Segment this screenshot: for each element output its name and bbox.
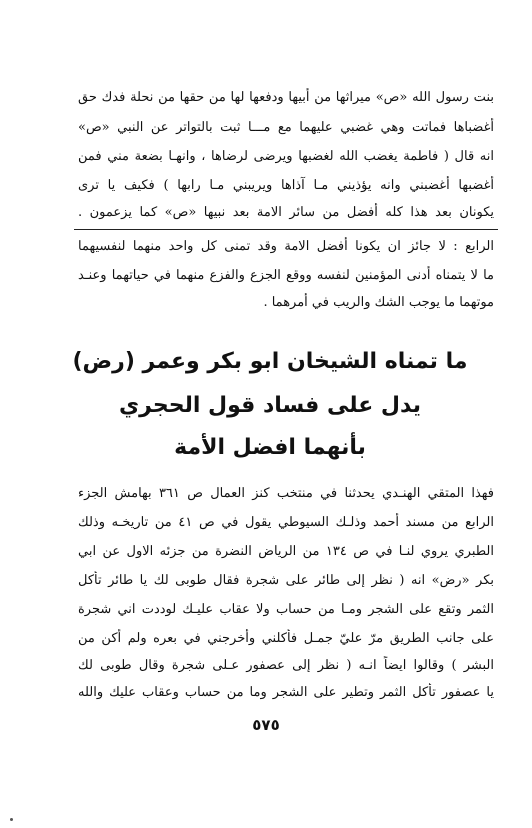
chapter-heading-line-1: ما تمناه الشيخان ابو بكر وعمر (رض) (72, 349, 468, 374)
body-text-line: الثمر وتقع على الشجر ومـا من حساب ولا عقاب عليـك لوددت اني شجرة (78, 602, 494, 617)
body-text-line: البشر ) وقالوا ايضاً انـه ( نظر إلى عصفور عـلى شجرة وقال طوبى لك (78, 658, 494, 673)
body-text-line: انه قال ( فاطمة يغضب الله لغضبها ويرضى لرضاها ، وانهـا بضعة مني فمن (78, 149, 494, 164)
body-text-line: بكر «رض» انه ( نظر إلى طائر على شجرة فقال طوبى لك يا طائر تأكل (78, 573, 494, 588)
body-text-line: أغضباها فماتت وهي غضبي عليهما مع مـــا ثبت بالتواتر عن النبي «ص» (78, 120, 494, 135)
body-text-line: الرابع : لا جائز ان يكونا أفضل الامة وقد تمنى كل واحد منهما لنفسيهما (78, 239, 494, 254)
body-text-line: أغضبها أغضبني وانه يؤذيني مـا آذاها ويريبني مـا رابها ) فكيف يا ترى (78, 178, 494, 193)
body-text-line: الرابع من مسند أحمد وذلـك السيوطي يقول في ص ٤١ من تاريخـه وذلك (78, 515, 494, 530)
body-text-line: الطبري يروي لنـا في ص ١٣٤ من الرياض النضرة من جزئه الاول عن ابي (78, 544, 494, 559)
section-divider (74, 229, 498, 230)
body-text-line: يكونان بعد هذا كله أفضل من سائر الامة بعد نبيها «ص» كما يزعمون . (78, 205, 494, 220)
page-number: ٥٧٥ (252, 716, 280, 734)
body-text-line: موتهما ما يوجب الشك والريب في أمرهما . (263, 295, 494, 310)
body-text-line: ما لا يتمناه أدنى المؤمنين لنفسه ووقع الجزع والفزع منهما في حياتهما وعنـد (78, 268, 494, 283)
body-text-line: فهذا المتقي الهنـدي يحدثنا في منتخب كنز العمال ص ٣٦١ بهامش الجزء (78, 486, 494, 501)
body-text-line: يا عصفور تأكل الثمر وتطير على الشجر وما من حساب وعقاب عليك والله (78, 685, 494, 700)
body-text-line: بنت رسول الله «ص» ميراثها من أبيها ودفعها لها من حقها من نحلة فدك حق (78, 90, 494, 105)
chapter-heading-line-3: بأنهما افضل الأمة (174, 435, 366, 460)
body-text-line: على جانب الطريق مرّ عليّ جمـل فأكلني وأخرجني في بعره ولم أكن من (78, 631, 494, 646)
scan-mark (10, 818, 13, 821)
chapter-heading-line-2: يدل على فساد قول الحجري (119, 393, 421, 418)
